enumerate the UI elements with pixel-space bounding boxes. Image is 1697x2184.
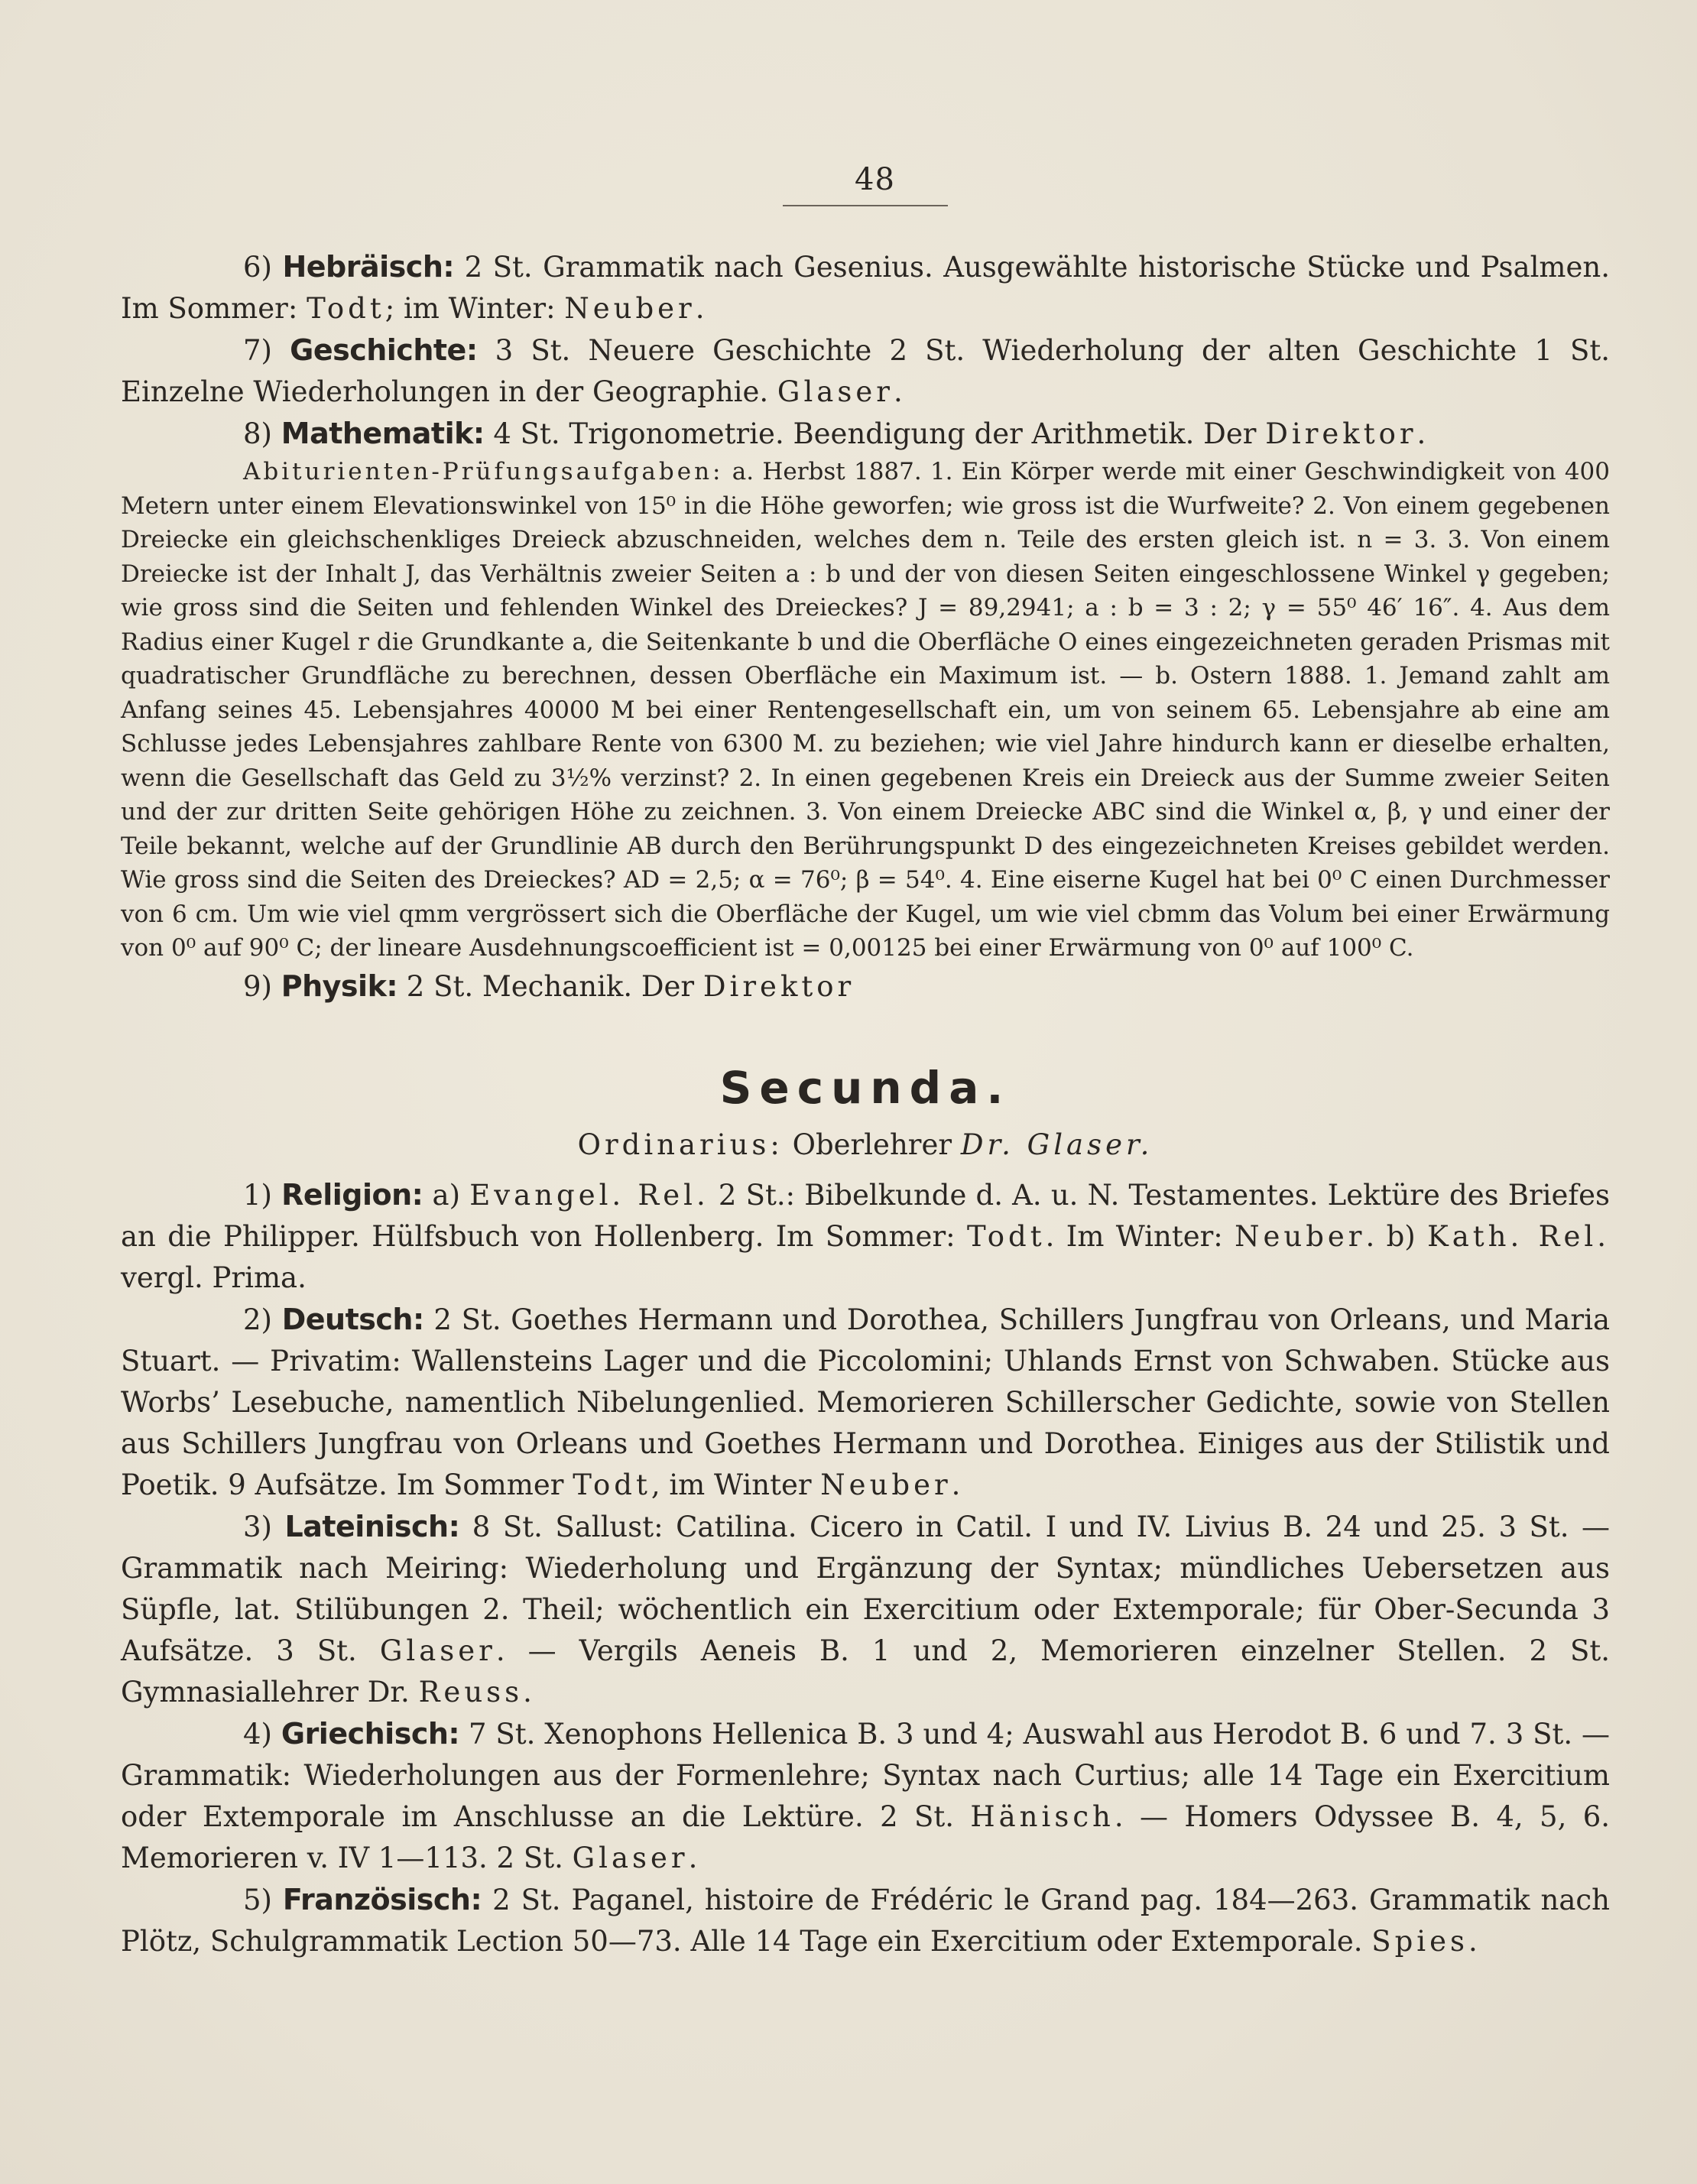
paragraph-religion: 1) Religion: a) Evangel. Rel. 2 St.: Bibelkunde d. A. u. N. Testamentes. Lektüre des Briefes an die Philipper. Hülfsbuch von Hollenberg. Im Sommer: Todt. Im Winter: Neuber. b) Kath. Rel. vergl. Prima.	[121, 1177, 1610, 1294]
teacher-name: Reuss	[418, 1675, 524, 1709]
subject-heading: Deutsch	[281, 1302, 413, 1336]
paragraph-abitur-aufgaben: Abiturienten-Prüfungsaufgaben: a. Herbst 1887. 1. Ein Körper werde mit einer Geschwindigkeit von 400 Metern unter einem Elevationswinkel von 15⁰ in die Höhe geworfen; wie gross ist die Wurfweite? 2. Von einem gegebenen Dreiecke ein gleichschenkliges Dreieck abzuschneiden, welches dem n. Teile des ersten gleich ist. n = 3. 3. Von einem Dreiecke ist der Inhalt J, das Verhältnis zweier Seiten a : b und der von diesen Seiten eingeschlossene Winkel γ gegeben; wie gross sind die Seiten und fehlenden Winkel des Dreieckes? J = 89,2941; a : b = 3 : 2; γ = 55⁰ 46′ 16″. 4. Aus dem Radius einer Kugel r die Grundkante a, die Seitenkante b und die Oberfläche O eines eingezeichneten geraden Prismas mit quadratischer Grundfläche zu berechnen, dessen Oberfläche ein Maximum ist. — b. Ostern 1888. 1. Jemand zahlt am Anfang seines 45. Lebensjahres 40000 M bei einer Rentengesellschaft ein, um von seinem 65. Lebensjahre ab eine am Schlusse jedes Lebensjahres zahlbare Rente von 6300 M. zu beziehen; wie viel Jahre hindurch kann er dieselbe erhalten, wenn die Gesellschaft das Geld zu 3½% verzinst? 2. In einen gegebenen Kreis ein Dreieck aus der Summe zweier Seiten und der zur dritten Seite gehörigen Höhe zu zeichnen. 3. Von einem Dreiecke ABC sind die Winkel α, β, γ und einer der Teile bekannt, welche auf der Grundlinie AB durch den Berührungspunkt D des eingezeichneten Kreises gebildet werden. Wie gross sind die Seiten des Dreieckes? AD = 2,5; α = 76⁰; β = 54⁰. 4. Eine eiserne Kugel hat bei 0⁰ C einen Durchmesser von 6 cm. Um wie viel qmm vergrössert sich die Oberfläche der Kugel, um wie viel cbmm das Volum bei einer Erwärmung von 0⁰ auf 90⁰ C; der lineare Ausdehnungscoefficient ist = 0,00125 bei einer Erwärmung von 0⁰ auf 100⁰ C.	[121, 458, 1610, 962]
paragraph-mathematik: 8) Mathematik: 4 St. Trigonometrie. Beendigung der Arithmetik. Der Direktor.	[243, 417, 1426, 450]
teacher-name: Todt	[573, 1468, 651, 1501]
teacher-name: Direktor	[1265, 417, 1417, 450]
paragraph-physik: 9) Physik: 2 St. Mechanik. Der Direktor	[243, 969, 855, 1003]
teacher-name: Direktor	[702, 969, 855, 1003]
abitur-label: Abiturienten-Prüfungsaufgaben:	[243, 458, 724, 485]
teacher-name: Glaser	[777, 375, 894, 408]
page-number-rule	[783, 205, 948, 206]
subject-heading: Hebräisch	[282, 250, 443, 284]
paragraph-franzoesisch: 5) Französisch: 2 St. Paganel, histoire de Frédéric le Grand pag. 184—263. Grammatik nach Plötz, Schulgrammatik Lection 50—73. Alle 14 Tage ein Exercitium oder Extemporale. Spies.	[121, 1882, 1610, 1958]
page-number: 48	[855, 162, 895, 197]
subject-heading: Geschichte	[290, 333, 466, 367]
paragraph-geschichte: 7) Geschichte: 3 St. Neuere Geschichte 2 St. Wiederholung der alten Geschichte 1 St. Einzelne Wiederholungen in der Geographie. Glaser.	[121, 333, 1610, 408]
paragraph-lateinisch: 3) Lateinisch: 8 St. Sallust: Catilina. Cicero in Catil. I und IV. Livius B. 24 und 25. 3 St. — Grammatik nach Meiring: Wiederholung und Ergänzung der Syntax; mündliches Uebersetzen aus Süpfle, lat. Stilübungen 2. Theil; wöchentlich ein Exercitium oder Extemporale; für Ober-Secunda 3 Aufsätze. 3 St. Glaser. — Vergils Aeneis B. 1 und 2, Memorieren einzelner Stellen. 2 St. Gymnasiallehrer Dr. Reuss.	[121, 1509, 1610, 1709]
teacher-name: Neuber	[564, 292, 696, 325]
section-title: Secunda.	[719, 1061, 1011, 1114]
section-ordinarius: Ordinarius: Oberlehrer Dr. Glaser.	[577, 1128, 1154, 1161]
teacher-name: Dr. Glaser.	[960, 1128, 1154, 1161]
teacher-name: Glaser	[572, 1841, 689, 1874]
subject-heading: Physik	[281, 969, 387, 1003]
subject-heading: Griechisch	[281, 1716, 449, 1751]
paragraph-griechisch: 4) Griechisch: 7 St. Xenophons Hellenica B. 3 und 4; Auswahl aus Herodot B. 6 und 7. 3 St. — Grammatik: Wiederholungen aus der Formenlehre; Syntax nach Curtius; alle 14 Tage ein Exercitium oder Extemporale im Anschlusse an die Lektüre. 2 St. Hänisch. — Homers Odyssee B. 4, 5, 6. Memorieren v. IV 1—113. 2 St. Glaser.	[121, 1716, 1610, 1874]
subject-heading: Lateinisch	[284, 1509, 449, 1543]
teacher-name: Todt	[966, 1219, 1046, 1253]
teacher-name: Spies	[1371, 1924, 1468, 1958]
paragraph-hebraeisch: 6) Hebräisch: 2 St. Grammatik nach Gesenius. Ausgewählte historische Stücke und Psalmen. Im Sommer: Todt; im Winter: Neuber.	[121, 250, 1610, 325]
teacher-name: Glaser	[379, 1634, 496, 1667]
teacher-name: Hänisch	[970, 1799, 1115, 1833]
content	[121, 246, 1610, 1962]
teacher-name: Neuber	[820, 1468, 952, 1501]
subject-heading: Französisch	[282, 1882, 471, 1916]
teacher-name: Todt	[307, 292, 385, 325]
paragraph-deutsch: 2) Deutsch: 2 St. Goethes Hermann und Dorothea, Schillers Jungfrau von Orleans, und Maria Stuart. — Privatim: Wallensteins Lager und die Piccolomini; Uhlands Ernst von Schwaben. Stücke aus Worbs’ Lesebuche, namentlich Nibelungenlied. Memorieren Schillerscher Gedichte, sowie von Stellen aus Schillers Jungfrau von Orleans und Goethes Hermann und Dorothea. Einiges aus der Stilistik und Poetik. 9 Aufsätze. Im Sommer Todt, im Winter Neuber.	[121, 1302, 1610, 1501]
subject-heading: Religion	[281, 1177, 412, 1212]
subject-heading: Mathematik	[281, 417, 473, 450]
teacher-name: Neuber	[1235, 1219, 1366, 1253]
